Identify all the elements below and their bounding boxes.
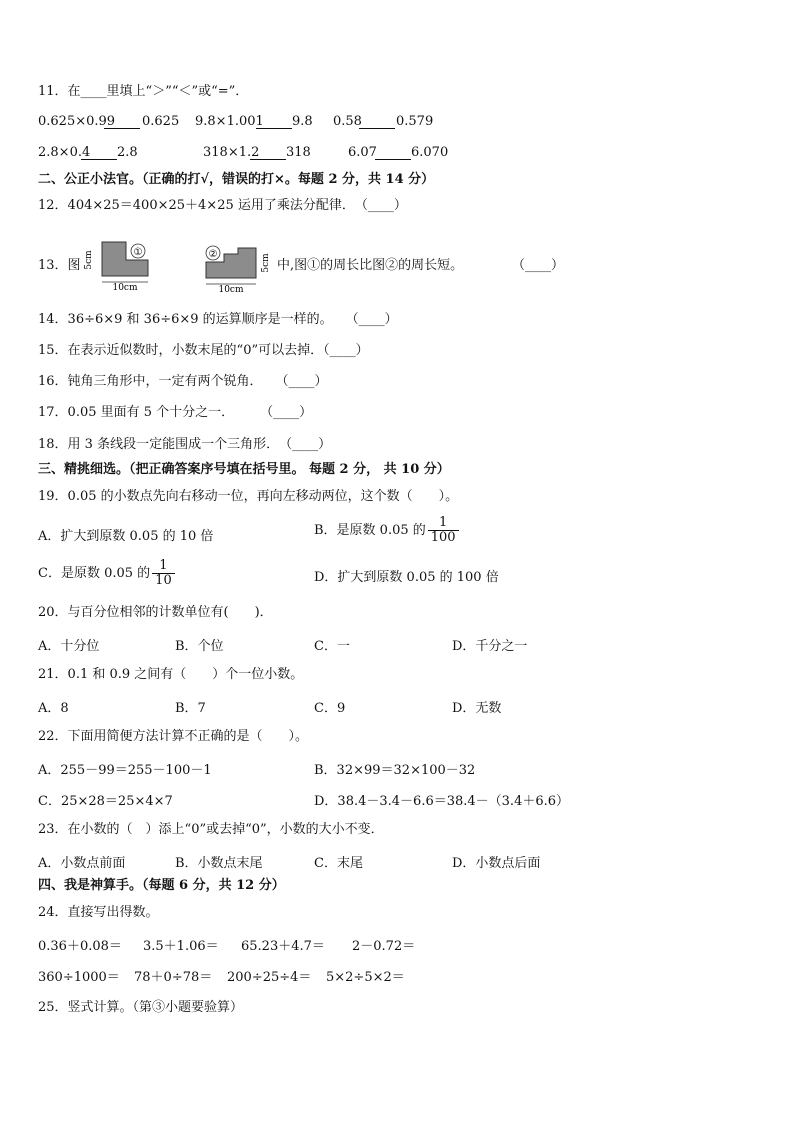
q23-stem: 23．在小数的（ ）添上“0”或去掉“0”，小数的大小不变． xyxy=(38,822,384,837)
q11-r1-left1: 0.625×0.99 xyxy=(38,114,116,129)
q13-suffix: 中,图①的周长比图②的周长短。 xyxy=(277,258,464,273)
q19-option-b-fraction: $\frac{1}{100}$ xyxy=(428,516,459,545)
q25: 25．竖式计算。（第③小题要验算） xyxy=(38,1000,244,1015)
q22-option-b[interactable]: B．32×99＝32×100－32 xyxy=(314,763,476,778)
q12: 12．404×25＝400×25＋4×25 运用了乘法分配律． （____） xyxy=(38,198,407,213)
q19-option-b-text: B．是原数 0.05 的 xyxy=(314,523,426,538)
q22-option-c[interactable]: C．25×28＝25×4×7 xyxy=(38,794,173,809)
q16: 16．钝角三角形中，一定有两个锐角． （____） xyxy=(38,374,328,389)
q13-figure-2 xyxy=(196,238,286,296)
q19-option-c-text: C．是原数 0.05 的 xyxy=(38,566,151,581)
q20-option-a[interactable]: A．十分位 xyxy=(38,639,100,654)
q11-blank[interactable] xyxy=(359,116,395,129)
q21-option-d[interactable]: D．无数 xyxy=(452,701,502,716)
q21-option-a[interactable]: A．8 xyxy=(38,701,69,716)
q20-option-d[interactable]: D．千分之一 xyxy=(452,639,528,654)
q11-r1-left3: 0.58 xyxy=(333,114,362,129)
q22-stem: 22．下面用简便方法计算不正确的是（ ）。 xyxy=(38,729,309,744)
q17: 17．0.05 里面有 5 个十分之一． （____） xyxy=(38,405,313,420)
q11-blank[interactable] xyxy=(104,116,140,129)
q11-r1-left2: 9.8×1.001 xyxy=(195,114,264,129)
q22-option-a[interactable]: A．255－99＝255－100－1 xyxy=(38,763,212,778)
fig2-bottom-label: 10cm xyxy=(218,285,244,295)
q24-stem: 24．直接写出得数。 xyxy=(38,905,159,920)
q24-item: 360÷1000＝ xyxy=(38,970,120,985)
q24-item: 3.5＋1.06＝ xyxy=(143,939,219,954)
q24-item: 2－0.72＝ xyxy=(352,939,416,954)
fig2-side-label: 5cm xyxy=(261,253,271,273)
q18: 18．用 3 条线段一定能围成一个三角形． （____） xyxy=(38,437,332,452)
fig1-bottom-label: 10cm xyxy=(112,283,138,293)
q24-item: 78＋0÷78＝ xyxy=(134,970,213,985)
q19-stem: 19．0.05 的小数点先向右移动一位，再向左移动两位，这个数（ ）。 xyxy=(38,489,459,504)
section-4-title: 四、我是神算手。（每题 6 分，共 12 分） xyxy=(38,878,285,893)
q19-option-a[interactable]: A．扩大到原数 0.05 的 10 倍 xyxy=(38,529,214,544)
fig1-num: ① xyxy=(133,247,143,258)
q11-r1-right3: 0.579 xyxy=(396,114,434,129)
q11-r1-right1: 0.625 xyxy=(142,114,180,129)
q21-option-b[interactable]: B．7 xyxy=(175,701,206,716)
q11-r1-right2: 9.8 xyxy=(292,114,313,129)
q19-option-d[interactable]: D．扩大到原数 0.05 的 100 倍 xyxy=(314,570,499,585)
q11-r2-left3: 6.07 xyxy=(348,145,377,160)
section-3-title: 三、精挑细选。（把正确答案序号填在括号里。 每题 2 分， 共 10 分） xyxy=(38,462,450,477)
q24-item: 5×2÷5×2＝ xyxy=(326,970,405,985)
q11-r2-right2: 318 xyxy=(286,145,311,160)
q19-option-c[interactable] xyxy=(38,559,175,588)
q15: 15．在表示近似数时，小数末尾的“0”可以去掉．（____） xyxy=(38,343,369,358)
q11-blank[interactable] xyxy=(250,147,286,160)
q24-item: 200÷25÷4＝ xyxy=(227,970,312,985)
q20-option-c[interactable]: C．一 xyxy=(314,639,350,654)
q11-blank[interactable] xyxy=(256,116,292,129)
q19-option-b[interactable] xyxy=(314,516,459,545)
q19-option-c-fraction: $\frac{1}{10}$ xyxy=(152,559,175,588)
q11-r2-right3: 6.070 xyxy=(411,145,449,160)
q13-figure-1 xyxy=(80,232,180,294)
q20-option-b[interactable]: B．个位 xyxy=(175,639,224,654)
q11-stem: 11．在____里填上“＞”“＜”或“=”． xyxy=(38,84,249,99)
q13-prefix: 13．图 xyxy=(38,258,81,273)
q13-answer-paren[interactable]: （____） xyxy=(512,258,565,273)
q23-option-c[interactable]: C．末尾 xyxy=(314,856,363,871)
q23-option-b[interactable]: B．小数点末尾 xyxy=(175,856,263,871)
q21-option-c[interactable]: C．9 xyxy=(314,701,346,716)
q24-item: 65.23＋4.7＝ xyxy=(241,939,325,954)
q24-item: 0.36＋0.08＝ xyxy=(38,939,122,954)
q14: 14．36÷6×9 和 36÷6×9 的运算顺序是一样的。 （____） xyxy=(38,312,398,327)
q11-r2-left2: 318×1.2 xyxy=(203,145,260,160)
section-2-title: 二、公正小法官。（正确的打√，错误的打×。每题 2 分，共 14 分） xyxy=(38,172,435,187)
q23-option-d[interactable]: D．小数点后面 xyxy=(452,856,541,871)
q23-option-a[interactable]: A．小数点前面 xyxy=(38,856,126,871)
q21-stem: 21．0.1 和 0.9 之间有（ ）个一位小数。 xyxy=(38,667,304,682)
fig2-num: ② xyxy=(208,249,218,260)
q20-stem: 20．与百分位相邻的计数单位有( )． xyxy=(38,605,273,620)
q11-blank[interactable] xyxy=(375,147,411,160)
fig1-side-label: 5cm xyxy=(84,250,94,270)
q11-r2-left1: 2.8×0.4 xyxy=(38,145,91,160)
q22-option-d[interactable]: D．38.4－3.4－6.6＝38.4－（3.4＋6.6） xyxy=(314,794,570,809)
q11-blank[interactable] xyxy=(81,147,117,160)
q11-r2-right1: 2.8 xyxy=(117,145,138,160)
